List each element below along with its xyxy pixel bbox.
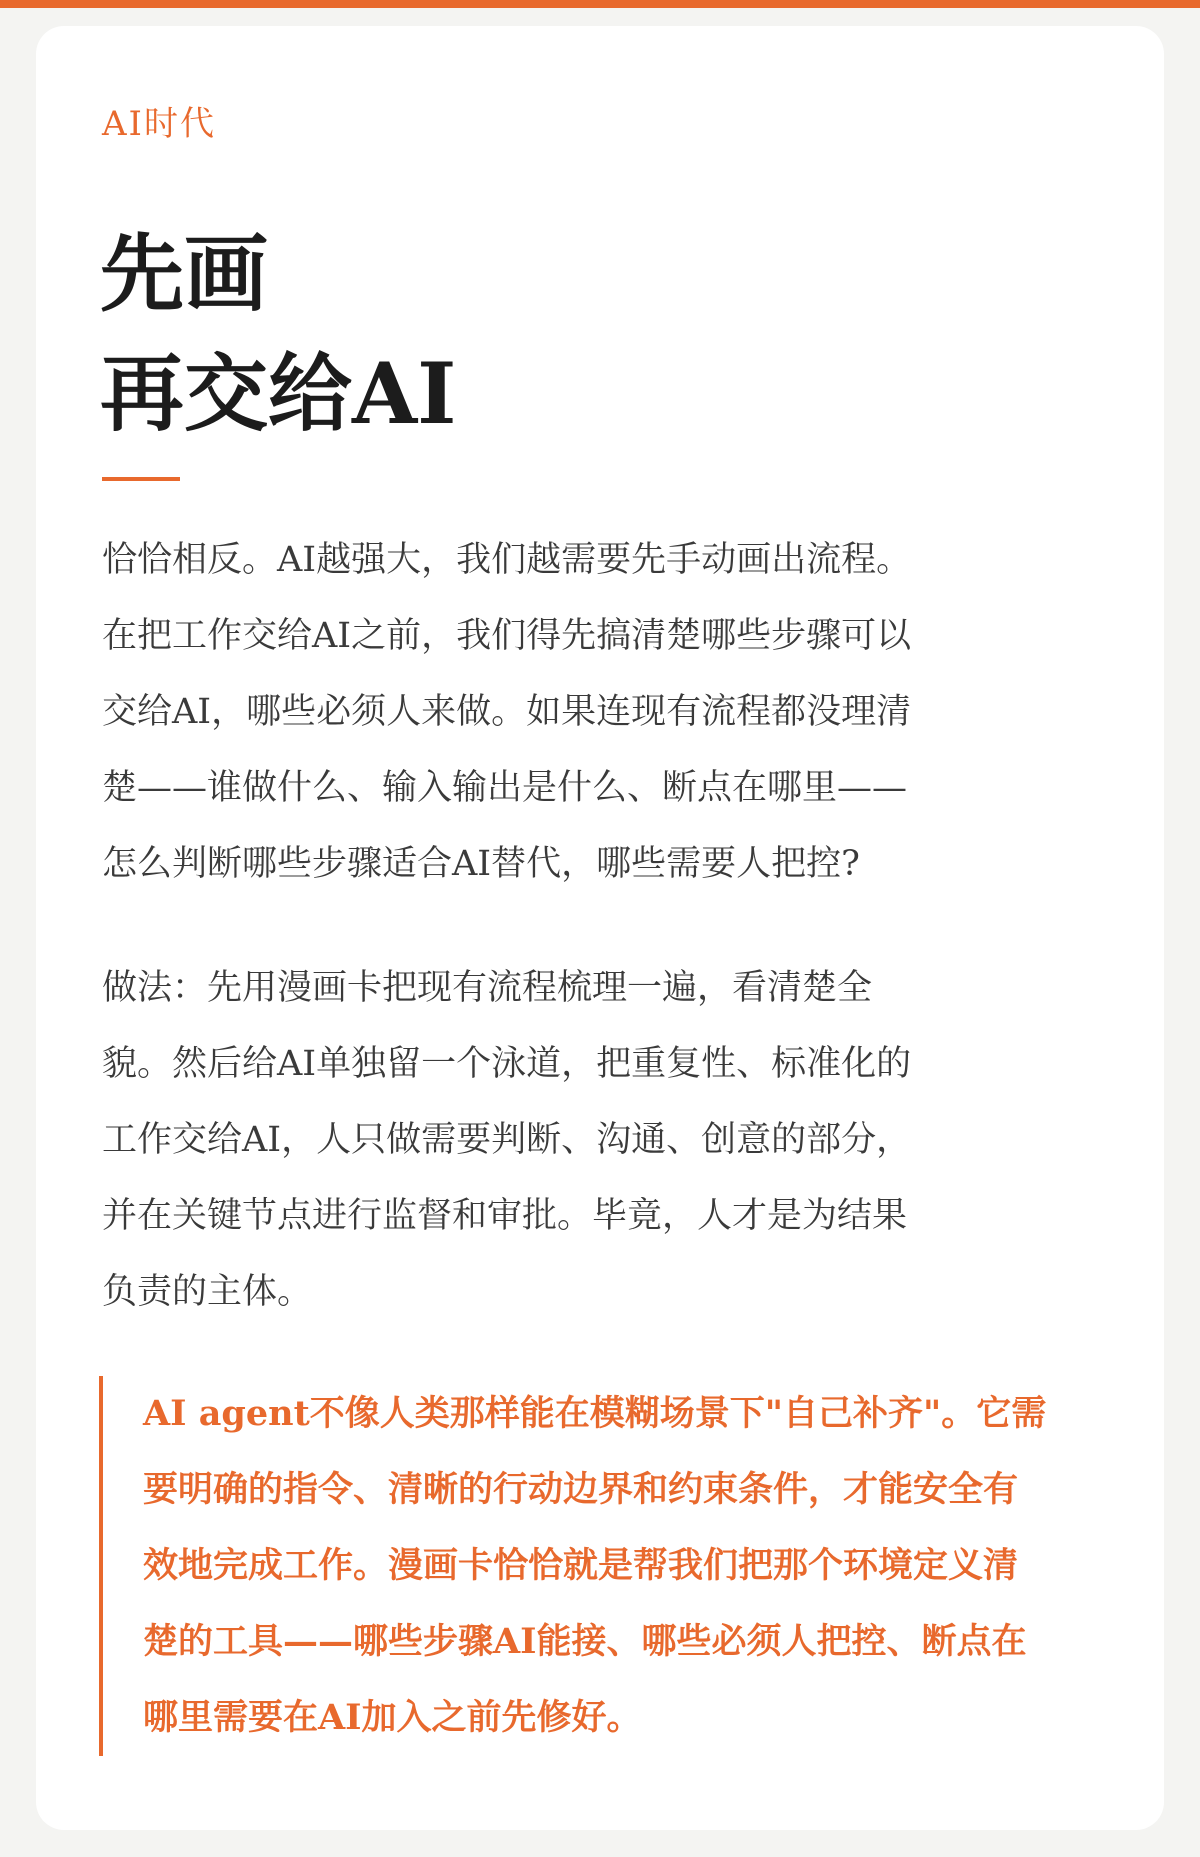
title-divider <box>102 477 180 481</box>
paragraph-line: 交给AI，哪些必须人来做。如果连现有流程都没理清 <box>102 692 912 732</box>
paragraph-line: 恰恰相反。AI越强大，我们越需要先手动画出流程。 <box>102 540 912 580</box>
callout-line: AI agent不像人类那样能在模糊场景下"自己补齐"。它需 <box>143 1393 1047 1434</box>
body-paragraph-2 <box>102 950 911 1330</box>
paragraph-line: 并在关键节点进行监督和审批。毕竟，人才是为结果 <box>102 1196 908 1236</box>
page-title <box>100 214 456 454</box>
paragraph-line: 做法：先用漫画卡把现有流程梳理一遍，看清楚全 <box>102 968 873 1008</box>
body-paragraph-1 <box>102 522 911 902</box>
paragraph-line: 负责的主体。 <box>102 1272 313 1312</box>
title-line: 先画 <box>100 224 269 323</box>
top-accent-bar <box>0 0 1200 8</box>
section-kicker: AI时代 <box>102 104 216 144</box>
callout-line: 哪里需要在AI加入之前先修好。 <box>143 1697 642 1738</box>
paragraph-line: 楚——谁做什么、输入输出是什么、断点在哪里—— <box>102 768 908 808</box>
callout-line: 楚的工具——哪些步骤AI能接、哪些必须人把控、断点在 <box>143 1621 1027 1662</box>
paragraph-line: 貌。然后给AI单独留一个泳道，把重复性、标准化的 <box>102 1044 912 1084</box>
callout-quote <box>99 1376 1103 1756</box>
callout-text <box>143 1376 1046 1756</box>
callout-line: 效地完成工作。漫画卡恰恰就是帮我们把那个环境定义清 <box>143 1545 1019 1586</box>
callout-line: 要明确的指令、清晰的行动边界和约束条件，才能安全有 <box>143 1469 1019 1510</box>
title-line: 再交给AI <box>100 344 457 443</box>
paragraph-line: 工作交给AI，人只做需要判断、沟通、创意的部分， <box>102 1120 912 1160</box>
paragraph-line: 在把工作交给AI之前，我们得先搞清楚哪些步骤可以 <box>102 616 912 656</box>
paragraph-line: 怎么判断哪些步骤适合AI替代，哪些需要人把控? <box>102 844 860 884</box>
